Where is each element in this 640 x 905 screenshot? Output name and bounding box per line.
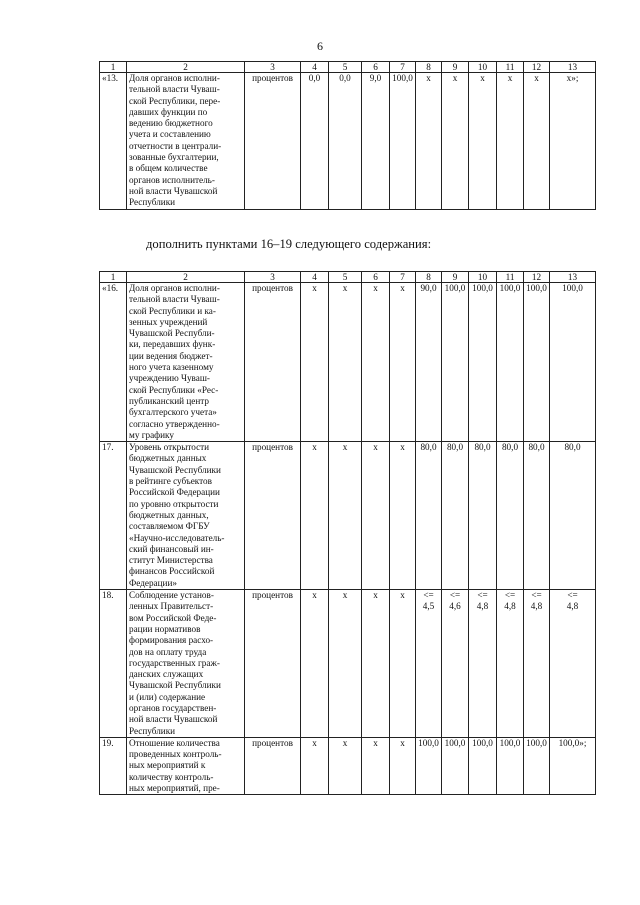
indicator-name-line: Республики (129, 197, 176, 208)
header-cell: 10 (469, 62, 497, 73)
value-cell (390, 283, 416, 442)
unit-cell: процентов (245, 590, 301, 738)
indicator-name-line: ной власти Чувашской (129, 185, 218, 196)
indicator-name-line: Чувашской Республики (129, 680, 221, 691)
value-text: 80,0 (474, 442, 491, 453)
indicator-name-line: Республики (129, 725, 176, 736)
value-text: <= 4,8 (530, 590, 543, 612)
header-cell: 9 (442, 272, 469, 283)
value-cell (416, 737, 442, 794)
value-text: 0,0 (339, 73, 351, 83)
header-cell: 13 (550, 62, 596, 73)
value-cell (390, 73, 416, 210)
table-row (100, 590, 596, 738)
indicator-name-line: публиканский центр (129, 395, 209, 406)
value-cell (329, 590, 362, 738)
row-number: 17. (100, 442, 127, 590)
indicator-name-line: согласно утвержденно- (129, 418, 220, 429)
value-cell (442, 442, 469, 590)
value-text: 80,0 (564, 442, 581, 453)
value-text: х (312, 737, 317, 748)
value-cell (497, 590, 524, 738)
value-text: 100,0 (392, 73, 413, 83)
value-cell (416, 73, 442, 210)
value-text: <= 4,5 (422, 590, 435, 612)
value-text: 100,0 (418, 737, 439, 748)
value-text: 100,0 (499, 283, 521, 293)
value-cell-final (550, 590, 596, 738)
value-text: 100,0 (472, 737, 493, 748)
value-text: х (342, 442, 348, 453)
value-text: х (400, 442, 405, 453)
value-text: <= 4,8 (566, 590, 579, 612)
value-cell (329, 283, 362, 442)
value-text: 100,0 (526, 737, 547, 748)
value-text: х (312, 590, 317, 601)
value-cell (329, 442, 362, 590)
value-text: 100,0 (444, 737, 466, 748)
value-cell (497, 442, 524, 590)
header-cell: 6 (362, 272, 390, 283)
value-text: х (480, 73, 485, 83)
value-cell (469, 283, 497, 442)
value-cell (390, 590, 416, 738)
value-text: х (312, 283, 317, 293)
indicator-name-line: Федерации» (129, 577, 177, 588)
header-cell: 1 (100, 62, 127, 73)
indicator-name-line: ленных Правительст- (129, 601, 214, 612)
value-text: х (373, 442, 378, 453)
indicator-name-line: в рейтинге субъектов (129, 476, 212, 487)
value-cell (442, 73, 469, 210)
value-text: 80,0 (446, 442, 464, 453)
header-cell: 4 (301, 62, 329, 73)
value-cell (469, 442, 497, 590)
indicator-name-line: данских служащих (129, 669, 204, 680)
indicator-name-line: Чувашской Республики (129, 464, 221, 475)
value-cell (329, 737, 362, 794)
indicator-name-line: Доля органов исполни- (129, 283, 220, 293)
value-text: х (534, 73, 539, 83)
indicator-name-line: му графику (129, 429, 174, 440)
value-text: <= 4,8 (476, 590, 489, 612)
row-number: «13. (100, 73, 127, 210)
indicator-name-line: ки, передавших функ- (129, 339, 216, 350)
indicator-name-line: формирования расхо- (129, 635, 214, 646)
value-cell (329, 73, 362, 210)
header-cell: 5 (329, 272, 362, 283)
indicator-name-line: ститут Министерства (129, 555, 213, 566)
indicator-name (127, 283, 245, 442)
table-row (100, 442, 596, 590)
value-text: 80,0 (420, 442, 437, 453)
indicator-name-line: Чувашской Республи- (129, 328, 215, 339)
header-cell: 8 (416, 62, 442, 73)
header-row (100, 62, 596, 73)
indicator-name (127, 737, 245, 794)
header-cell: 12 (524, 272, 550, 283)
value-cell (469, 590, 497, 738)
value-text: х (507, 73, 513, 83)
indicator-name-line: бюджетных данных (129, 453, 207, 464)
indicator-name-line: ной власти Чувашской (129, 714, 218, 725)
value-text: 100,0 (562, 283, 583, 293)
value-text: <= 4,8 (504, 590, 516, 612)
value-cell-final (550, 737, 596, 794)
unit-cell: процентов (245, 737, 301, 794)
value-cell (497, 737, 524, 794)
value-cell-final (550, 442, 596, 590)
indicator-name-line: Доля органов исполни- (129, 73, 220, 83)
value-text: х (426, 73, 431, 83)
indicator-name-line: ской Республики «Рес- (129, 384, 219, 395)
value-text: 80,0 (501, 442, 519, 453)
value-text: 80,0 (528, 442, 545, 453)
indicator-name-line: ской Республики и ка- (129, 305, 216, 316)
value-cell (301, 73, 329, 210)
value-cell-final (550, 73, 596, 210)
indicator-name-line: и (или) содержание (129, 691, 206, 702)
header-cell: 7 (390, 272, 416, 283)
value-text: х (400, 283, 405, 293)
table-row (100, 283, 596, 442)
indicator-name-line: Соблюдение установ- (129, 590, 214, 601)
indicator-name-line: ного учета казенному (129, 362, 214, 373)
value-text: х (400, 737, 405, 748)
indicator-name-line: государственных граж- (129, 657, 220, 668)
value-cell (524, 73, 550, 210)
indicator-name-line: составляемом ФГБУ (129, 521, 210, 532)
indicator-name-line: «Научно-исследователь- (129, 532, 225, 543)
value-cell (469, 737, 497, 794)
value-text: х (342, 590, 348, 601)
table-row (100, 73, 596, 210)
value-text: 100,0 (526, 283, 547, 293)
value-cell (416, 590, 442, 738)
unit-cell: процентов (245, 442, 301, 590)
indicator-name-line: ский финансовый ин- (129, 543, 214, 554)
header-cell: 13 (550, 272, 596, 283)
value-cell (524, 590, 550, 738)
indicator-name-line: Уровень открытости (129, 442, 210, 453)
header-cell: 3 (245, 62, 301, 73)
indicator-name-line: в общем количестве (129, 163, 208, 174)
value-text: 0,0 (308, 73, 321, 83)
indicator-name-line: органов исполнитель- (129, 174, 215, 185)
row-number: «16. (100, 283, 127, 442)
indicator-name-line: ведению бюджетного (129, 118, 213, 129)
indicator-name-line: бухгалтерского учета» (129, 407, 217, 418)
value-cell (362, 442, 390, 590)
header-cell: 9 (442, 62, 469, 73)
indicator-name-line: рации нормативов (129, 623, 201, 634)
value-text: х (373, 737, 378, 748)
indicator-table-2 (99, 271, 596, 795)
value-text: х (400, 590, 405, 601)
value-cell (442, 737, 469, 794)
indicator-name-line: ской Республики, пере- (129, 95, 221, 106)
indicator-name-line: зованные бухгалтерии, (129, 152, 219, 163)
value-text: 100,0 (472, 283, 493, 293)
header-cell: 2 (127, 62, 245, 73)
indicator-name-line: учреждению Чуваш- (129, 373, 210, 384)
header-cell: 7 (390, 62, 416, 73)
header-cell: 6 (362, 62, 390, 73)
value-cell (362, 590, 390, 738)
header-cell: 5 (329, 62, 362, 73)
header-cell: 10 (469, 272, 497, 283)
indicator-name-line: дов на оплату труда (129, 646, 207, 657)
header-cell: 11 (497, 272, 524, 283)
value-text: 100,0»; (558, 737, 587, 748)
value-cell (497, 73, 524, 210)
value-cell (497, 283, 524, 442)
value-cell (362, 73, 390, 210)
value-text: х (373, 283, 378, 293)
indicator-name-line: отчетности в централи- (129, 140, 222, 151)
value-text: х»; (566, 73, 579, 83)
indicator-name-line: по уровню открытости (129, 498, 219, 509)
value-text: х (342, 283, 348, 293)
value-cell-final (550, 283, 596, 442)
value-cell (469, 73, 497, 210)
value-text: 100,0 (444, 283, 466, 293)
indicator-name-line: финансов Российской (129, 566, 215, 577)
unit-cell: процентов (245, 283, 301, 442)
value-text: х (373, 590, 378, 601)
value-cell (390, 442, 416, 590)
value-text: х (312, 442, 317, 453)
value-cell (301, 283, 329, 442)
indicator-name-line: ных мероприятий, пре- (129, 783, 220, 794)
header-cell: 8 (416, 272, 442, 283)
value-cell (301, 737, 329, 794)
unit-cell: процентов (245, 73, 301, 210)
header-row (100, 272, 596, 283)
indicator-name (127, 73, 245, 210)
table-row (100, 737, 596, 794)
indicator-table-1 (99, 61, 596, 210)
row-number: 19. (100, 737, 127, 794)
indicator-name-line: учета и составлению (129, 129, 211, 140)
value-cell (362, 737, 390, 794)
header-cell: 4 (301, 272, 329, 283)
value-text: 9,0 (369, 73, 382, 83)
indicator-name-line: количеству контроль- (129, 771, 214, 782)
indicator-name-line: Российской Федерации (129, 487, 220, 498)
value-cell (524, 737, 550, 794)
value-cell (442, 283, 469, 442)
value-cell (390, 737, 416, 794)
value-text: 90,0 (420, 283, 437, 293)
indicator-name (127, 442, 245, 590)
value-cell (362, 283, 390, 442)
header-cell: 1 (100, 272, 127, 283)
value-text: <= 4,6 (449, 590, 461, 612)
indicator-name-line: проведенных контроль- (129, 749, 222, 760)
indicator-name-line: бюджетных данных, (129, 509, 209, 520)
indicator-name-line: зенных учреждений (129, 316, 208, 327)
row-number: 18. (100, 590, 127, 738)
header-cell: 12 (524, 62, 550, 73)
value-text: х (452, 73, 458, 83)
value-cell (416, 283, 442, 442)
value-cell (524, 442, 550, 590)
indicator-name-line: тельной власти Чуваш- (129, 294, 220, 305)
header-cell: 2 (127, 272, 245, 283)
value-cell (442, 590, 469, 738)
value-text: 100,0 (499, 737, 521, 748)
header-cell: 11 (497, 62, 524, 73)
section-instruction: дополнить пунктами 16–19 следующего содержания: (146, 237, 432, 251)
indicator-name-line: давших функции по (129, 106, 208, 117)
indicator-name (127, 590, 245, 738)
indicator-name-line: ции ведения бюджет- (129, 350, 213, 361)
value-cell (301, 590, 329, 738)
value-cell (416, 442, 442, 590)
indicator-name-line: вом Российской Феде- (129, 612, 217, 623)
indicator-name-line: ных мероприятий к (129, 760, 206, 771)
value-cell (524, 283, 550, 442)
page-number: 6 (317, 39, 323, 53)
value-cell (301, 442, 329, 590)
header-cell: 3 (245, 272, 301, 283)
indicator-name-line: Отношение количества (129, 737, 220, 748)
indicator-name-line: органов государствен- (129, 702, 217, 713)
value-text: х (342, 737, 348, 748)
indicator-name-line: тельной власти Чуваш- (129, 84, 220, 95)
